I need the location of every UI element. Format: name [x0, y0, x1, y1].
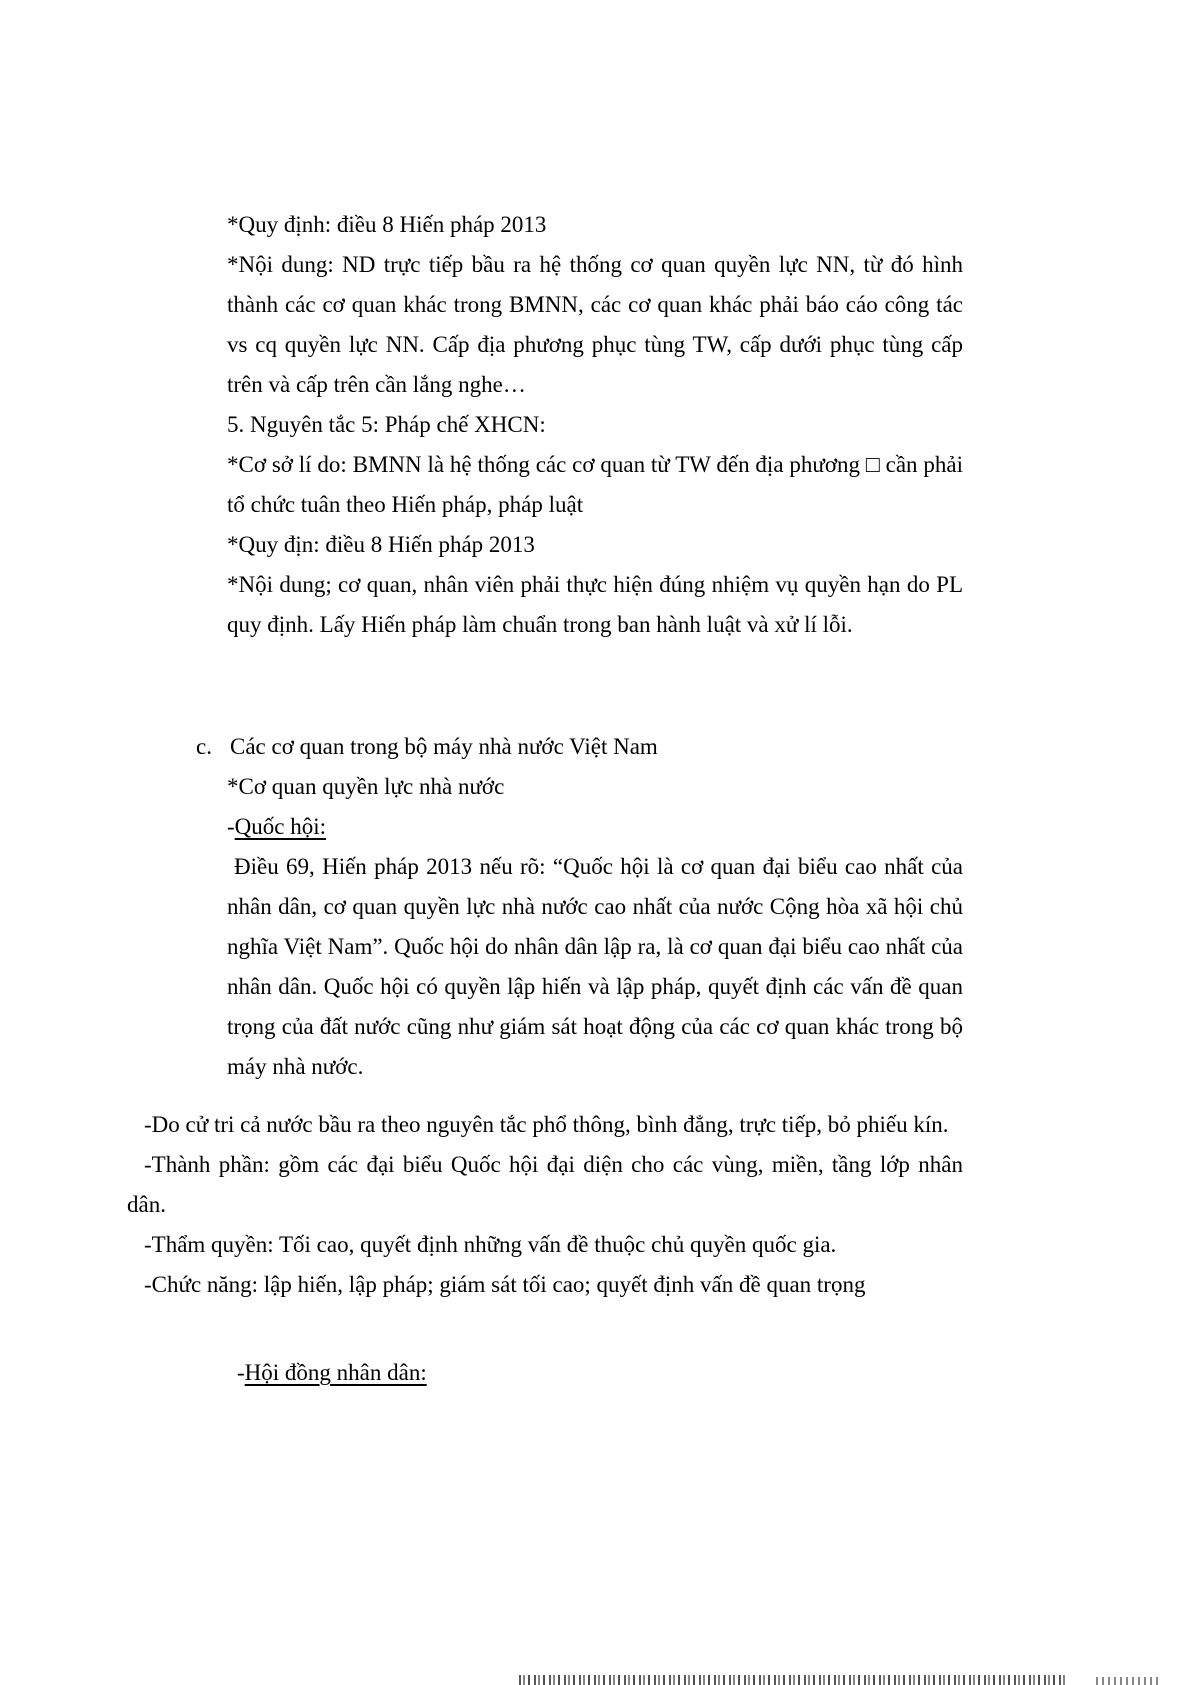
paragraph-quy-dinh-1: *Quy định: điều 8 Hiến pháp 2013 — [227, 212, 547, 237]
heading-quoc-hoi-dash: - — [227, 814, 235, 839]
heading-hoi-dong-nhan-dan — [237, 1353, 963, 1393]
next-page-text-edge — [519, 1675, 1067, 1685]
paragraph-chuc-nang: -Chức năng: lập hiến, lập pháp; giám sát tối cao; quyết định vấn đề quan trọng — [144, 1272, 866, 1297]
next-page-text-edge-right — [1096, 1677, 1160, 1685]
heading-quoc-hoi — [227, 807, 963, 847]
paragraph-thanh-phan: -Thành phần: gồm các đại biểu Quốc hội đại diện cho các vùng, miền, tầng lớp nhân dân. — [127, 1152, 963, 1217]
paragraph-dieu-69: Điều 69, Hiến pháp 2013 nếu rõ: “Quốc hội là cơ quan đại biểu cao nhất của nhân dân, cơ quan quyền lực nhà nước cao nhất của nước Cộng hòa xã hội chủ nghĩa Việt Nam”. Quốc hội do nhân dân lập ra, là cơ quan đại biểu cao nhất của nhân dân. Quốc hội có quyền lập hiến và lập pháp, quyết định các vấn đề quan trọng của đất nước cũng như giám sát hoạt động của các cơ quan khác trong bộ máy nhà nước. — [227, 854, 963, 1079]
paragraph-do-cu-tri: -Do cử tri cả nước bầu ra theo nguyên tắc phổ thông, bình đẳng, trực tiếp, bỏ phiếu kín. — [144, 1112, 949, 1137]
paragraph-noi-dung-2: *Nội dung; cơ quan, nhân viên phải thực hiện đúng nhiệm vụ quyền hạn do PL quy định. Lấy Hiến pháp làm chuẩn trong ban hành luật và xử lí lỗi. — [227, 572, 963, 637]
heading-quoc-hoi-title: Quốc hội: — [234, 814, 327, 839]
paragraph-noi-dung-1: *Nội dung: ND trực tiếp bầu ra hệ thống cơ quan quyền lực NN, từ đó hình thành các cơ quan khác trong BMNN, các cơ quan khác phải báo cáo công tác vs cq quyền lực NN. Cấp địa phương phục tùng TW, cấp dưới phục tùng cấp trên và cấp trên cần lắng nghe… — [227, 252, 963, 397]
paragraph-nguyen-tac-5: 5. Nguyên tắc 5: Pháp chế XHCN: — [227, 412, 546, 437]
heading-hdnd-title: Hội đồng nhân dân: — [244, 1360, 427, 1385]
paragraph-tham-quyen: -Thẩm quyền: Tối cao, quyết định những vấn đề thuộc chủ quyền quốc gia. — [144, 1232, 837, 1257]
paragraph-co-quan-quyen-luc: *Cơ quan quyền lực nhà nước — [227, 774, 505, 799]
paragraph-quy-dinh-2: *Quy địn: điều 8 Hiến pháp 2013 — [227, 532, 535, 557]
paragraph-co-so-li-do: *Cơ sở lí do: BMNN là hệ thống các cơ quan từ TW đến địa phương □ cần phải tổ chức tuân theo Hiến pháp, pháp luật — [227, 452, 963, 517]
list-item-text: Các cơ quan trong bộ máy nhà nước Việt Nam — [230, 734, 658, 759]
list-item-c — [196, 727, 963, 767]
heading-hdnd-dash: - — [237, 1360, 245, 1385]
list-item-label: c. — [196, 734, 212, 759]
